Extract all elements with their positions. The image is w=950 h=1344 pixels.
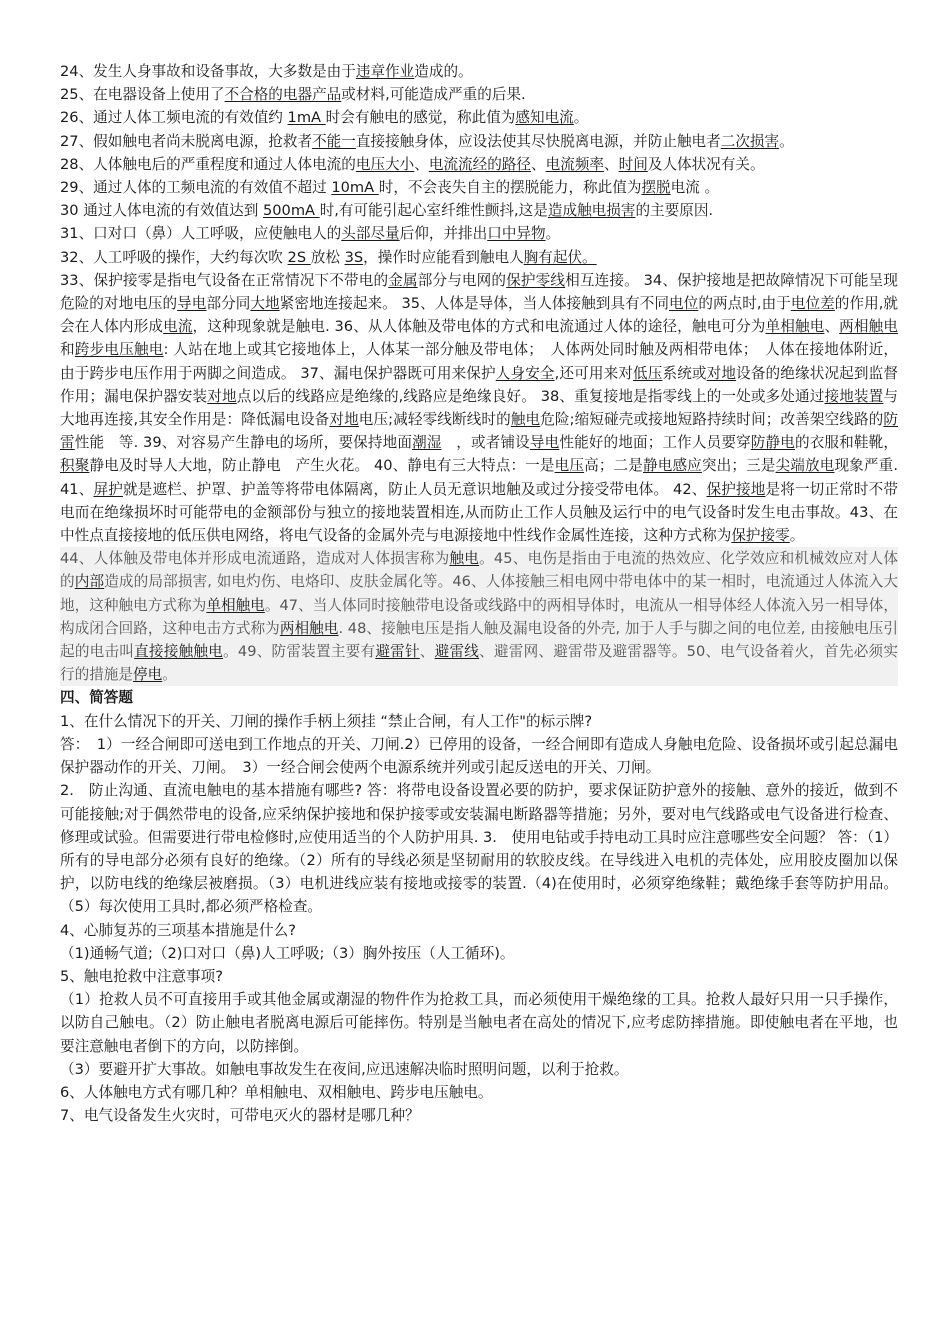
text-segment: 32、人工呼吸的操作，大约每次吹	[60, 248, 288, 266]
question-1: 1、在什么情况下的开关、刀闸的操作手柄上须挂 “禁止合闸，有人工作"的标示牌?	[60, 712, 593, 730]
answer-blank: 对地	[329, 411, 359, 429]
answer-4: （1)通畅气道;（2)口对口（鼻)人工呼吸;（3）胸外按压（人工循环)。	[60, 944, 515, 962]
item-28	[60, 153, 898, 176]
answer-blank: 金属	[388, 271, 418, 289]
text-segment: 25、在电器设备上使用了	[60, 86, 225, 104]
text-segment: 31、口对口（鼻）人工呼吸，应使触电人的	[60, 225, 342, 243]
text-segment: 。	[779, 132, 794, 150]
text-segment: 、	[824, 318, 840, 336]
text-segment: 性能好的地面；工作人员要穿	[559, 434, 751, 452]
text-segment: 高；二是	[584, 457, 643, 475]
answer-blank: 单相触电	[206, 596, 265, 614]
text-segment: 26、通过人体工频电流的有效值约	[60, 109, 288, 127]
text-segment: 29、通过人体的工频电流的有效值不超过	[60, 179, 332, 197]
answer-blank: 触电	[449, 550, 480, 568]
text-segment: 时会有触电的感觉，称此值为	[325, 109, 516, 127]
text-segment: 系统或	[662, 364, 707, 382]
text-segment: 造成的。	[414, 63, 473, 80]
text-segment: ，这种现象就是触电. 36、从人体触及带电体的方式和电流通过人体的途径，触电可分为	[192, 318, 766, 336]
text-segment: 性能 等. 39、对容易产生静电的场所，要保持地面	[74, 434, 413, 452]
question-2-3-block: 2. 防止沟通、直流电触电的基本措施有哪些? 答：将带电设备设置必要的防护，要求保证防护意外的接触、意外的接近，做到不可能接触;对于偶然带电的设备,应采纳保护接地和保护接零或安装漏电断路器等措施；另外，要对电气线路或电气设备进行检查、修理或试验。但需要进行带电检修时,应使用适当的个人防护用具. 3. 使用电钻或手持电动工具时应注意哪些安全问题？ 答：（1）所有的导电部分必须有良好的绝缘。（2）所有的导线必须是坚韧耐用的软胶皮线。在导线进入电机的壳体处，应用胶皮圈加以保护，以防电线的绝缘层被磨损。（3）电机进线应装有接地或接零的装置.（4)在使用时，必须穿绝缘鞋；戴绝缘手套等防护用品。（5）每次使用工具时,都必须严格检查。	[60, 782, 898, 916]
text-segment: 部分同	[206, 295, 251, 313]
text-segment: 电流 。	[670, 179, 720, 197]
answer-blank: 避雷针	[375, 643, 420, 661]
items-33-43-block	[60, 269, 898, 547]
answer-blank: 保护接地	[706, 480, 766, 498]
answer-blank: 接地装置	[824, 387, 884, 405]
answer-blank: 积聚	[60, 457, 90, 475]
text-segment: ，或者铺设	[441, 434, 530, 452]
answer-blank: 保护零线	[506, 271, 566, 289]
answer-blank: 防雷	[60, 411, 898, 452]
text-segment: 危险;缩短碰壳或接地短路持续时间；改善架空线路的	[540, 411, 884, 429]
answer-blank: 10mA	[331, 179, 379, 197]
text-segment: . 48、接触电压是指人触及漏电设备的外壳, 加于人手与脚之间的电位差, 由接触电压引起的电击叫	[60, 619, 898, 661]
text-segment: 静电及时导人大地，防止静电 产生火花。 40、静电有三大特点：一是	[89, 457, 555, 475]
answer-blank: 对地	[706, 364, 737, 382]
text-segment: 直接接触身体，应设法使其尽快脱离电源，并防止触电者	[355, 132, 721, 150]
text-segment: 。	[162, 666, 177, 684]
answer-blank: 电流频率	[545, 155, 605, 173]
text-segment: 电压;减轻零线断线时的	[358, 411, 511, 429]
answer-blank: 单相触电	[765, 318, 825, 336]
answer-blank: 电流	[163, 318, 193, 336]
text-segment: 44、人体触及带电体并形成电流通路，造成对人体损害称为	[60, 550, 450, 568]
text-segment: 是将一切正常时不带电而在绝缘损坏时可能带电的金额部份与独立的接地装置相连,从而防止工作人员触及运行中的电气设备时发生电击事故。43、在中性点直接接地的低压供电网络，将电气设备的金属外壳与电源接地中性线作金属性连接，这种方式称为	[60, 480, 898, 545]
answer-blank: 导电	[177, 295, 207, 313]
text-segment: 及人体状况有关。	[647, 155, 765, 173]
answer-blank: 时间	[618, 155, 648, 173]
question-6: 6、人体触电方式有哪几种？单相触电、双相触电、跨步电压触电。	[60, 1083, 493, 1101]
question-7: 7、电气设备发生火灾时，可带电灭火的器材是哪几种？	[60, 1107, 420, 1125]
text-segment: 。45、电伤是指由于电流的热效应、化学效应和机械效应对人体的	[60, 550, 898, 591]
item-27	[60, 130, 898, 153]
text-segment: 点以后的线路应是绝缘的,线路应是绝缘良好。 38、重复接地是指零线上的一处或多处通过	[236, 387, 825, 405]
text-segment: ，操作时应能看到触电人	[363, 248, 524, 266]
answer-blank: 不合格的电器产品	[224, 86, 342, 104]
text-segment: 。	[545, 225, 561, 243]
answer-blank: 防静电	[750, 434, 795, 452]
text-segment: 时，不会丧失自主的摆脱能力，称此值为	[378, 179, 642, 197]
answer-blank: 二次损害	[720, 132, 780, 150]
answer-blank: 潮湿	[412, 434, 442, 452]
answer-blank: 触电	[510, 411, 541, 429]
text-segment: 、	[414, 155, 429, 173]
text-segment: 与大地再连接,其安全作用是：降低漏电设备	[60, 387, 898, 429]
answer-blank: 不能一	[312, 132, 356, 150]
answer-blank: 违章作业	[355, 63, 415, 80]
answer-blank: 1mA	[287, 109, 326, 127]
text-segment: 部分与电网的	[417, 271, 507, 289]
answer-blank: 尖端放电	[775, 457, 835, 475]
answer-blank: 3S	[344, 248, 364, 266]
items-44-50-block	[60, 547, 898, 686]
text-segment: 、	[419, 643, 435, 661]
text-segment: : 人站在地上或其它接地体上，人体某一部分触及带电体； 人体两处同时触及两相带电体； 人体在接地体附近，由于跨步电压作用于两脚之间造成。 37、漏电保护器既可用来保护	[60, 341, 898, 382]
answer-blank: 口中异物	[487, 225, 546, 243]
answer-blank: 电流流经的路径	[428, 155, 532, 173]
answer-blank: 电位差	[790, 295, 835, 313]
answer-blank: 胸有起伏。	[523, 248, 597, 266]
text-segment: 的衣服和鞋靴，	[794, 434, 898, 452]
answer-blank: 两相触电	[279, 619, 339, 637]
item-30	[60, 199, 898, 222]
text-segment: 。49、防雷装置主要有	[223, 643, 376, 661]
answer-blank: 静电感应	[643, 457, 702, 475]
text-segment: ,还可用来对	[554, 364, 634, 382]
text-segment: 时,有可能引起心室纤维性颤抖,这是	[319, 202, 548, 220]
answer-blank: 摆脱	[641, 179, 671, 197]
answer-blank: 人身安全	[495, 364, 555, 382]
text-segment: 紧密地连接起来。 35、人体是导体，当人体接触到具有不同	[279, 295, 670, 313]
text-segment: 28、人体触电后的严重程度和通过人体电流的	[60, 155, 356, 173]
text-segment: 、	[531, 155, 546, 173]
text-segment: 和	[60, 341, 75, 359]
text-segment: 突出；三是	[701, 457, 776, 475]
text-segment: 30 通过人体电流的有效值达到	[60, 202, 263, 220]
text-segment: 、	[604, 155, 619, 173]
section-title: 四、简答题	[60, 689, 133, 707]
text-segment: 的作用,就会在人体内形成	[60, 295, 899, 336]
answer-5-part-1: （1）抢救人员不可直接用手或其他金属或潮湿的物件作为抢救工具，而必须使用干燥绝缘的工具。抢救人最好只用一只手操作，以防自己触电。（2）防止触电者脱离电源后可能摔伤。特别是当触电者在高处的情况下,应考虑防摔措施。即使触电者在平地，也要注意触电者倒下的方向，以防摔倒。	[60, 991, 898, 1055]
answer-blank: 低压	[633, 364, 663, 382]
answer-blank: 屏护	[93, 480, 123, 498]
text-segment: 相互连接。 34、保护接地是把故障情况下可能呈现危险的对地电压的	[60, 271, 898, 313]
text-segment: 设备的绝缘状况起到监督作用；漏电保护器安装	[60, 364, 898, 405]
answer-blank: 500mA	[262, 202, 320, 220]
item-24	[60, 60, 898, 83]
text-segment: 后仰，并排出	[399, 225, 488, 243]
answer-blank: 2S	[287, 248, 311, 266]
answer-blank: 保护接零	[731, 527, 790, 545]
answer-5-part-2: （3）要避开扩大事故。如触电事故发生在夜间,应迅速解决临时照明问题，以利于抢救。	[60, 1060, 629, 1078]
answer-blank: 大地	[250, 295, 280, 313]
item-31	[60, 222, 898, 245]
answer-blank: 停电	[132, 666, 163, 684]
answer-blank: 导电	[529, 434, 560, 452]
text-segment: 。47、当人体同时接触带电设备或线路中的两相导体时，电流从一相导体经人体流入另一相导体，构成闭合回路，这种电击方式称为	[60, 596, 898, 637]
text-segment: 的两点时,由于	[698, 295, 791, 313]
text-segment: 的主要原因.	[635, 202, 714, 220]
item-25	[60, 83, 898, 106]
answer-blank: 对地	[207, 387, 237, 405]
text-segment: 放松	[310, 248, 345, 266]
answer-blank: 内部	[74, 573, 105, 591]
text-segment: 33、保护接零是指电气设备在正常情况下不带电的	[60, 271, 389, 289]
question-5: 5、触电抢救中注意事项?	[60, 967, 223, 985]
text-segment: 24、发生人身事故和设备事故，大多数是由于	[60, 63, 356, 80]
answer-blank: 造成触电损害	[547, 202, 636, 220]
answer-blank: 直接接触触电	[134, 643, 224, 661]
answer-blank: 两相触电	[839, 318, 898, 336]
answer-blank: 电压大小	[355, 155, 415, 173]
text-segment: 。	[573, 109, 589, 127]
answer-blank: 感知电流	[515, 109, 574, 127]
question-4: 4、心肺复苏的三项基本措施是什么?	[60, 921, 296, 939]
answer-blank: 避雷线	[434, 643, 480, 661]
text-segment: 现象严重. 41、	[60, 457, 898, 498]
text-segment: 。	[789, 527, 805, 545]
item-29	[60, 176, 898, 199]
answer-blank: 电压	[554, 457, 585, 475]
document-page	[60, 60, 898, 1127]
text-segment: 就是遮栏、护罩、护盖等将带电体隔离，防止人员无意识地触及或过分接受带电体。 42、	[122, 480, 707, 498]
answer-blank: 电位	[669, 295, 699, 313]
answer-blank: 跨步电压触电	[74, 341, 164, 359]
item-32	[60, 246, 898, 269]
answer-blank: 头部尽量	[341, 225, 400, 243]
text-segment: 造成的局部损害, 如电灼伤、电烙印、皮肤金属化等。46、人体接触三相电网中带电体中的某一相时，电流通过人体流入大地，这种触电方式称为	[60, 573, 898, 614]
text-segment: 或材料,可能造成严重的后果.	[341, 86, 526, 104]
text-segment: 27、假如触电者尚未脱离电源，抢救者	[60, 132, 313, 150]
answer-1: 答： 1）一经合闸即可送电到工作地点的开关、刀闸.2）已停用的设备，一经合闸即有造成人身触电危险、设备损坏或引起总漏电保护器动作的开关、刀闸。 3）一经合闸会使两个电源系统并列或引起反送电的开关、刀闸。	[60, 735, 898, 777]
item-26	[60, 106, 898, 129]
text-segment: 、避雷网、避雷带及避雷器等。50、电气设备着火，首先必须实行的措施是	[60, 643, 898, 684]
